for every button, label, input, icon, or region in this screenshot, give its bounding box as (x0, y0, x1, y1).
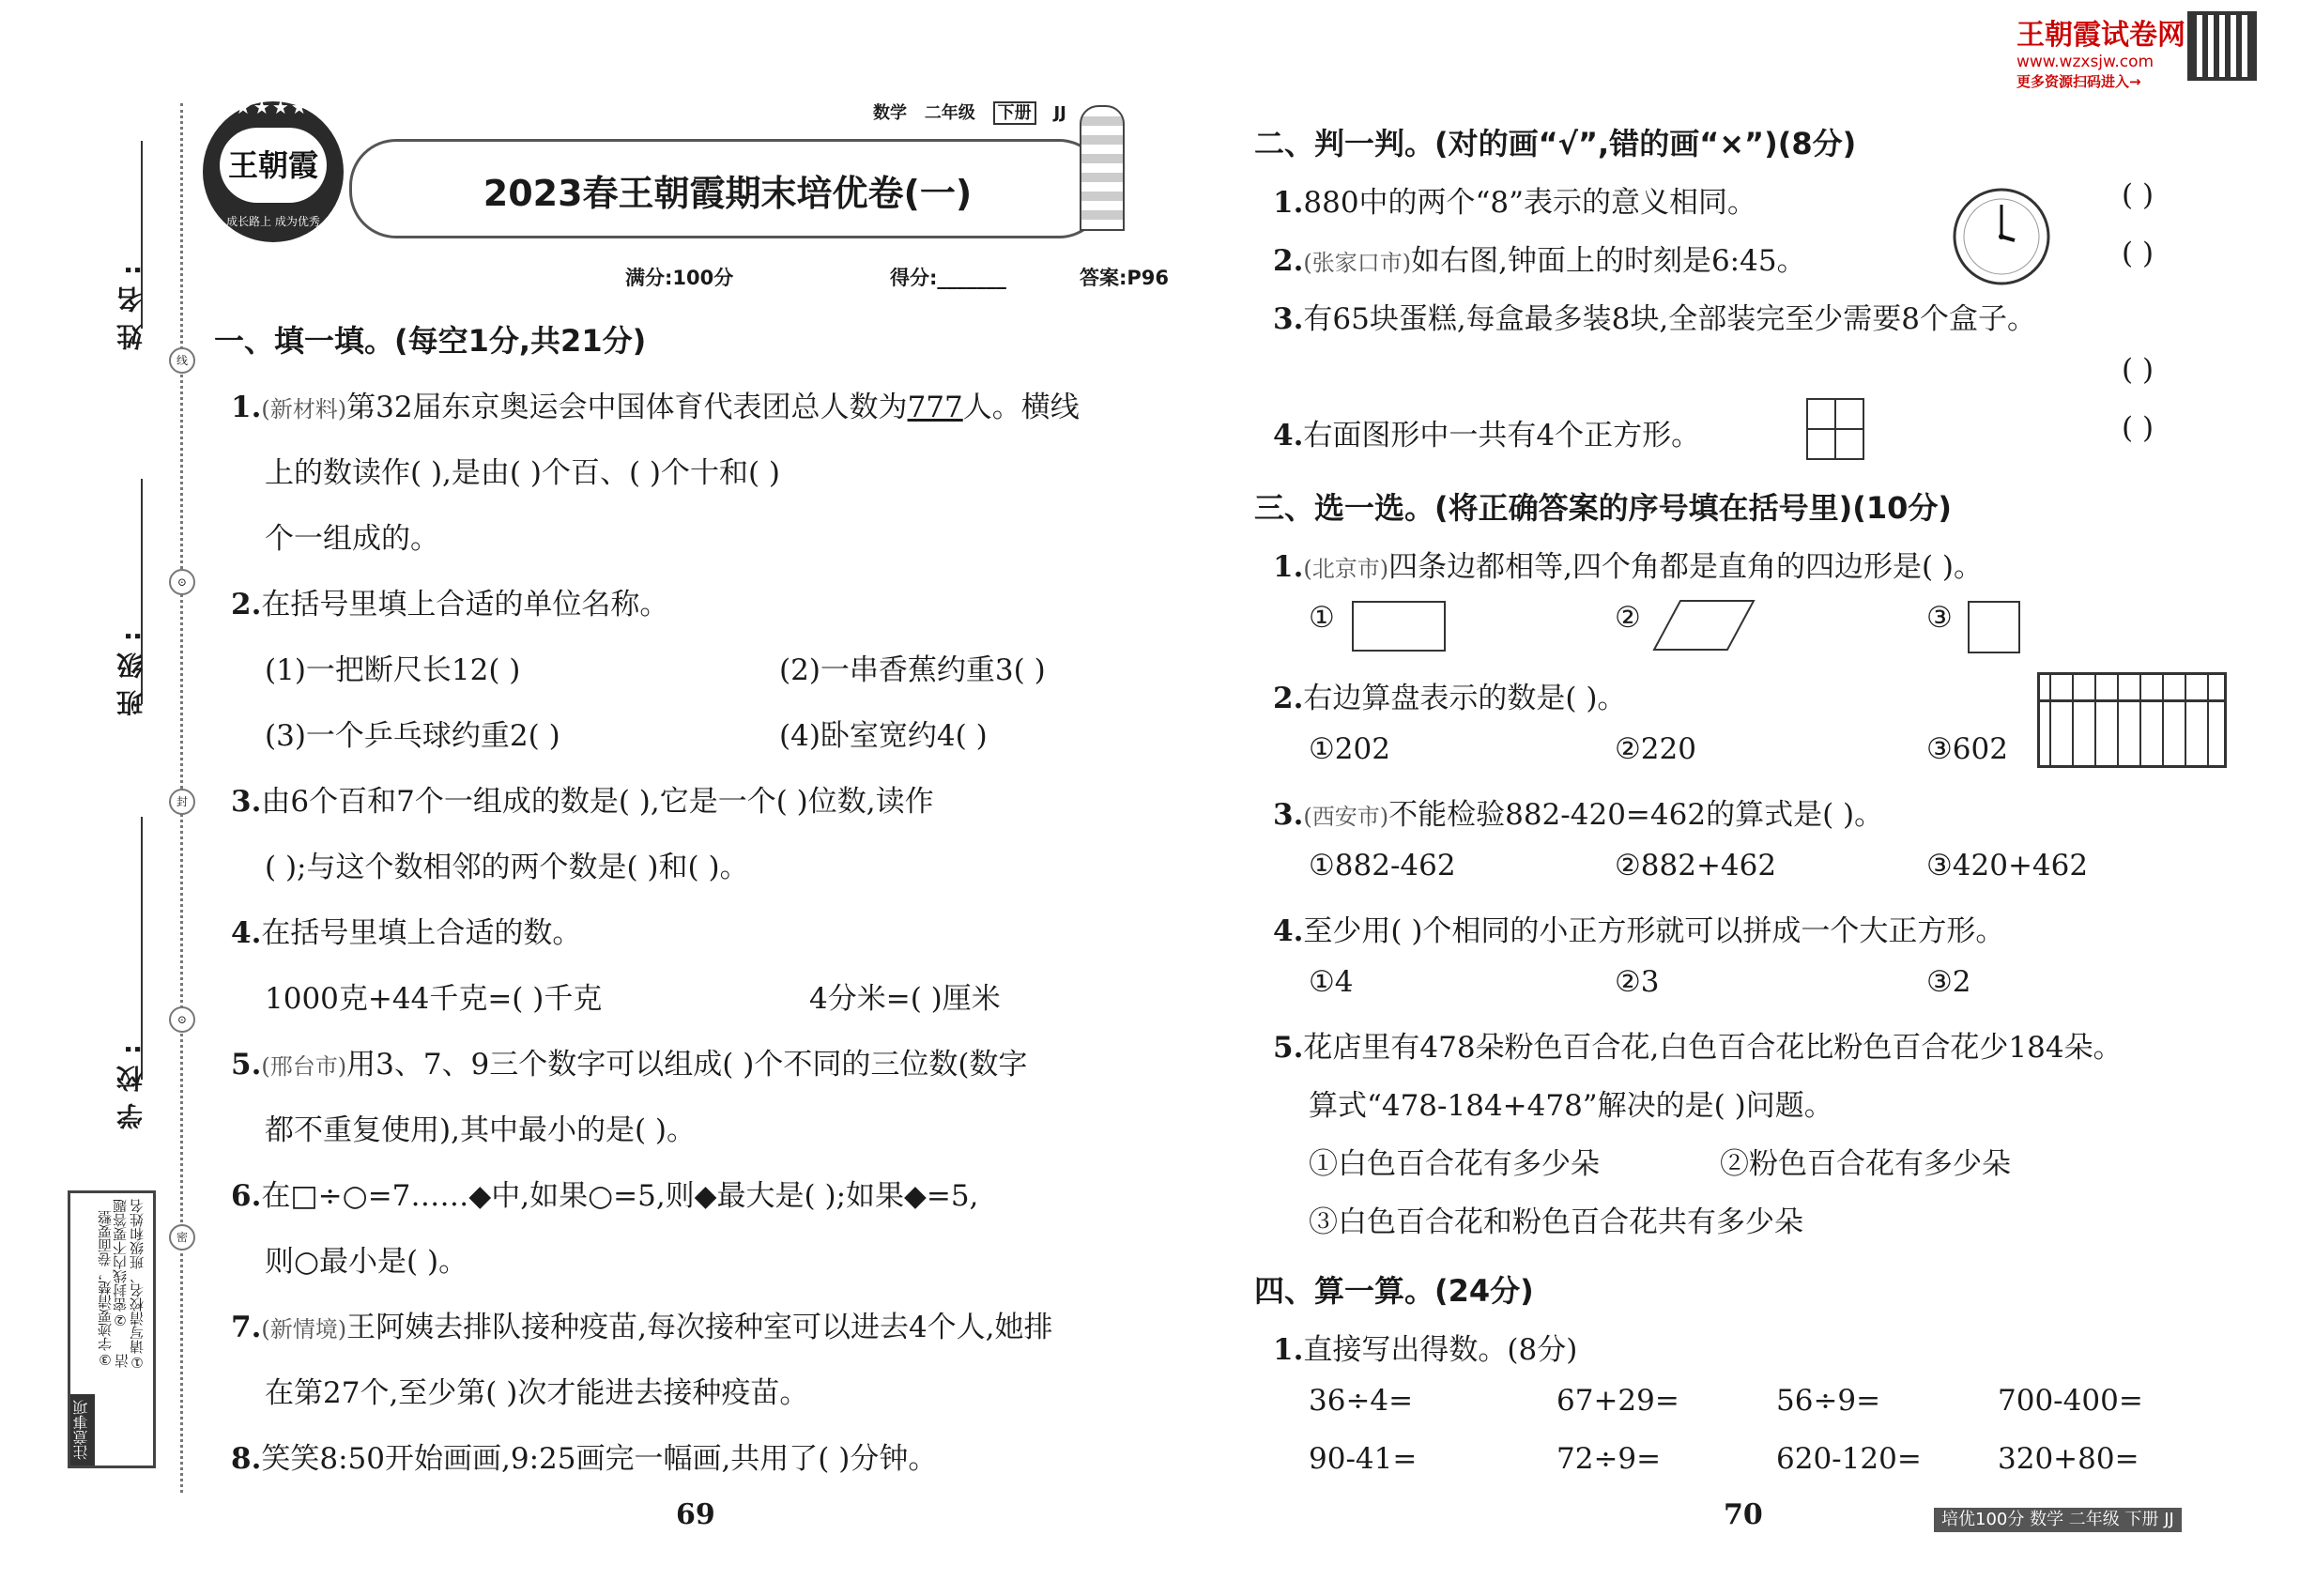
class-label: 班级: (115, 620, 146, 717)
c2-opt-2: ②220 (1615, 732, 1696, 766)
j3-paren: ( ) (2122, 353, 2154, 387)
j1: 1.880中的两个“8”表示的意义相同。 (1273, 186, 1756, 220)
score-field: 得分:_______ (890, 267, 1006, 289)
j1-paren: ( ) (2122, 178, 2154, 212)
q4-num: 4. (231, 916, 262, 950)
abacus-icon (2037, 672, 2227, 768)
square-grid-figure (1806, 398, 1864, 460)
notice-item-3: ③字迹要清楚，卷面要整洁 (97, 1210, 130, 1368)
notice-item-1: ①请写清校名、班级和姓名 (129, 1199, 146, 1371)
c1-tag: (北京市) (1303, 556, 1389, 582)
c1-opt-3: ③ (1926, 601, 1953, 635)
q5-line2: 都不重复使用),其中最小的是( )。 (265, 1113, 696, 1147)
calc-5: 90-41= (1309, 1442, 1418, 1476)
answer-ref: 答案:P96 (1080, 267, 1170, 289)
notice-item-2: ②密封线内不要答题 (112, 1199, 129, 1328)
q1-num: 1. (231, 391, 262, 424)
q5-tag: (邢台市) (261, 1053, 347, 1080)
q7-num: 7. (231, 1311, 262, 1344)
c2-opt-3: ③602 (1926, 732, 2008, 766)
q4-1: 1000克+44千克=( )千克 (265, 982, 603, 1016)
q1-text-b: 人。横线 (962, 391, 1080, 424)
logo-name: 王朝霞 (220, 128, 327, 203)
q4 (231, 909, 581, 951)
q3-text: 由6个百和7个一组成的数是( ),它是一个( )位数,读作 (261, 785, 934, 819)
q7-line2: 在第27个,至少第( )次才能进去接种疫苗。 (265, 1376, 809, 1410)
calc-3: 56÷9= (1776, 1384, 1881, 1418)
j4-text: 右面图形中一共有4个正方形。 (1303, 419, 1701, 453)
tag-volume: 下册 (993, 101, 1036, 125)
c5-line2: 算式“478-184+478”解决的是( )问题。 (1309, 1089, 1833, 1123)
q7 (231, 1303, 1053, 1345)
q2-2: (2)一串香蕉约重3( ) (779, 653, 1046, 687)
calc-6: 72÷9= (1556, 1442, 1662, 1476)
c1-opt-1: ① (1309, 601, 1335, 635)
footer-tag: 培优100分 数学 二年级 下册 JJ (1934, 1508, 2182, 1532)
star-icons: ★★★★★ (235, 96, 329, 118)
q5 (231, 1040, 1027, 1082)
c5-opt-1: ①白色百合花有多少朵 (1309, 1147, 1600, 1181)
j2-text: 如右图,钟面上的时刻是6:45。 (1411, 244, 1806, 278)
j2-tag: (张家口市) (1303, 250, 1412, 276)
tag-subject: 数学 (873, 103, 907, 123)
q2-3: (3)一个乒乓球约重2( ) (265, 719, 560, 753)
q6-num: 6. (231, 1179, 262, 1213)
q1-underlined: 777 (907, 391, 963, 424)
c3-opt-1: ①882-462 (1309, 849, 1456, 882)
c4-opt-2: ②3 (1615, 965, 1660, 999)
c4: 4.至少用( )个相同的小正方形就可以拼成一个大正方形。 (1273, 914, 2005, 948)
section-3-heading: 三、选一选。(将正确答案的序号填在括号里)(10分) (1254, 490, 1953, 526)
calc-2: 67+29= (1556, 1384, 1679, 1418)
q1-line2: 上的数读作( ),是由( )个百、( )个十和( ) (265, 456, 781, 490)
notice-box (68, 1190, 156, 1468)
q2-4: (4)卧室宽约4( ) (779, 719, 988, 753)
q4-text: 在括号里填上合适的数。 (261, 916, 582, 950)
k1: 1.直接写出得数。(8分) (1273, 1333, 1578, 1367)
lighthouse-icon (1080, 105, 1125, 231)
c3-opt-2: ②882+462 (1615, 849, 1777, 882)
brand-logo (203, 96, 344, 242)
clock-icon (1951, 186, 2052, 287)
q2 (231, 580, 668, 622)
calc-7: 620-120= (1776, 1442, 1922, 1476)
q1 (231, 383, 1080, 425)
q2-text: 在括号里填上合适的单位名称。 (261, 588, 669, 622)
calc-1: 36÷4= (1309, 1384, 1414, 1418)
c1: 1.(北京市)四条边都相等,四个角都是直角的四边形是( )。 (1273, 550, 1984, 584)
q1-tag: (新材料) (261, 396, 347, 422)
q4-2: 4分米=( )厘米 (809, 982, 1001, 1016)
cut-mark-3: 密 (169, 1224, 195, 1251)
q3-num: 3. (231, 785, 262, 819)
binding-sidebar (0, 0, 188, 1596)
c1-opt-2: ② (1615, 601, 1641, 635)
q8-text: 笑笑8:50开始画画,9:25画完一幅画,共用了( )分钟。 (261, 1442, 938, 1476)
q2-1: (1)一把断尺长12( ) (265, 653, 521, 687)
j3-text: 有65块蛋糕,每盒最多装8块,全部装完至少需要8个盒子。 (1303, 302, 2036, 336)
section-4-heading: 四、算一算。(24分) (1254, 1273, 1534, 1309)
c2-opt-1: ①202 (1309, 732, 1390, 766)
c3-opt-3: ③420+462 (1926, 849, 2089, 882)
c5-opt-3: ③白色百合花和粉色百合花共有多少朵 (1309, 1205, 1803, 1239)
brand-url: www.wzxsjw.com (2016, 53, 2154, 71)
c2: 2.右边算盘表示的数是( )。 (1273, 682, 1627, 715)
q8 (231, 1435, 937, 1477)
full-score: 满分:100分 (625, 267, 734, 289)
square-figure (1968, 601, 2020, 653)
j2: 2.(张家口市)如右图,钟面上的时刻是6:45。 (1273, 244, 1806, 278)
c3-tag: (西安市) (1303, 804, 1389, 830)
section-2-heading: 二、判一判。(对的画“√”,错的画“×”)(8分) (1254, 126, 1857, 161)
q1-line3: 个一组成的。 (265, 522, 439, 556)
title-banner (349, 139, 1106, 238)
q7-tag: (新情境) (261, 1316, 347, 1343)
calc-4: 700-400= (1998, 1384, 2143, 1418)
j4: 4.右面图形中一共有4个正方形。 (1273, 419, 1701, 453)
c4-opt-3: ③2 (1926, 965, 1971, 999)
c3: 3.(西安市)不能检验882-420=462的算式是( )。 (1273, 798, 1884, 832)
page-number-left: 69 (676, 1498, 715, 1531)
c4-opt-1: ①4 (1309, 965, 1354, 999)
section-1-heading: 一、填一填。(每空1分,共21分) (214, 323, 647, 359)
page-number-right: 70 (1724, 1498, 1763, 1531)
q7-text: 王阿姨去排队接种疫苗,每次接种室可以进去4个人,她排 (346, 1311, 1053, 1344)
c5: 5.花店里有478朵粉色百合花,白色百合花比粉色百合花少184朵。 (1273, 1031, 2123, 1065)
j2-paren: ( ) (2122, 237, 2154, 270)
k1-text: 直接写出得数。(8分) (1303, 1333, 1578, 1367)
q6-text: 在□÷○=7……◆中,如果○=5,则◆最大是( );如果◆=5, (261, 1179, 979, 1213)
c5-text: 花店里有478朵粉色百合花,白色百合花比粉色百合花少184朵。 (1303, 1031, 2123, 1065)
rectangle-figure (1352, 601, 1446, 652)
brand-block (2016, 11, 2185, 91)
j3: 3.有65块蛋糕,每盒最多装8块,全部装完至少需要8个盒子。 (1273, 302, 2036, 336)
calc-8: 320+80= (1998, 1442, 2139, 1476)
subject-tags (873, 100, 1066, 124)
q6 (231, 1172, 978, 1214)
q6-line2: 则○最小是( )。 (265, 1245, 468, 1279)
q8-num: 8. (231, 1442, 262, 1476)
q3 (231, 777, 934, 820)
q1-text-a: 第32届东京奥运会中国体育代表团总人数为 (346, 391, 908, 424)
logo-slogan: 成长路上 成为优秀 (226, 215, 320, 228)
q2-num: 2. (231, 588, 262, 622)
parallelogram-figure (1652, 599, 1756, 652)
brand-tip: 更多资源扫码进入→ (2016, 73, 2141, 90)
cut-mark-1: 线 (169, 347, 195, 374)
name-label: 姓名: (115, 253, 146, 351)
j4-paren: ( ) (2122, 411, 2154, 445)
q3-line2: ( );与这个数相邻的两个数是( )和( )。 (265, 851, 749, 884)
qr-code-icon (2187, 11, 2257, 81)
c4-text: 至少用( )个相同的小正方形就可以拼成一个大正方形。 (1303, 914, 2005, 948)
brand-name: 王朝霞试卷网 (2016, 19, 2185, 52)
cut-mark-2: 封 (169, 789, 195, 815)
j1-text: 880中的两个“8”表示的意义相同。 (1303, 186, 1756, 220)
school-label: 学校: (115, 1033, 146, 1130)
c3-text: 不能检验882-420=462的算式是( )。 (1388, 798, 1884, 832)
cut-mark-circle-1: ⊙ (169, 569, 195, 595)
notice-head: 注意事项 (70, 1394, 95, 1466)
page-title: 2023春王朝霞期末培优卷(一) (483, 173, 973, 214)
q5-num: 5. (231, 1048, 262, 1082)
tag-grade: 二年级 (924, 103, 975, 123)
c2-text: 右边算盘表示的数是( )。 (1303, 682, 1627, 715)
c1-text: 四条边都相等,四个角都是直角的四边形是( )。 (1388, 550, 1984, 584)
cut-mark-circle-2: ⊙ (169, 1006, 195, 1033)
q5-text: 用3、7、9三个数字可以组成( )个不同的三位数(数字 (346, 1048, 1028, 1082)
c5-opt-2: ②粉色百合花有多少朵 (1720, 1147, 2011, 1181)
tag-edition: JJ (1053, 103, 1066, 123)
